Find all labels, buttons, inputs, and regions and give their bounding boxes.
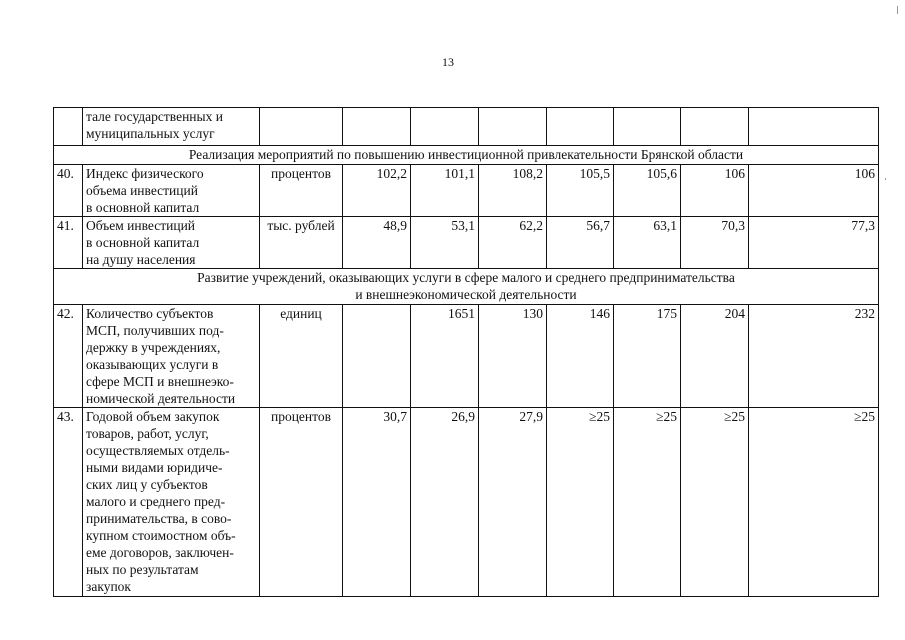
section-title <box>54 269 879 305</box>
indicator-name-line: ских лиц у субъектов <box>86 477 208 492</box>
row-number-cell: 41. <box>54 217 83 269</box>
indicator-name-line: Индекс физического <box>86 166 204 181</box>
unit-cell: единиц <box>260 305 343 408</box>
row-number-cell: 40. <box>54 165 83 217</box>
value-cell <box>547 108 614 146</box>
value-cell: 106 <box>681 165 749 217</box>
value-cell: 70,3 <box>681 217 749 269</box>
value-cell: 106 <box>749 165 879 217</box>
value-cell <box>343 305 411 408</box>
indicator-name-cell <box>83 165 260 217</box>
indicator-name-cell <box>83 408 260 597</box>
indicator-name-line: закупок <box>86 579 131 594</box>
indicator-name-line: ных по результатам <box>86 562 199 577</box>
indicator-name-line: сфере МСП и внешнеэко- <box>86 374 234 389</box>
indicator-name-line: принимательства, в сово- <box>86 511 232 526</box>
value-cell: 62,2 <box>479 217 547 269</box>
scan-mark <box>885 178 886 180</box>
unit-cell: тыс. рублей <box>260 217 343 269</box>
indicator-name-line: на душу населения <box>86 252 196 267</box>
indicator-name-line: объема инвестиций <box>86 183 198 198</box>
indicator-name-line: Количество субъектов <box>86 306 214 321</box>
value-cell: 232 <box>749 305 879 408</box>
table-row <box>54 408 879 597</box>
indicator-name-cell <box>83 108 260 146</box>
indicator-name-line: осуществляемых отдель- <box>86 443 230 458</box>
value-cell: ≥25 <box>614 408 681 597</box>
row-number-cell: 42. <box>54 305 83 408</box>
row-number-cell: 43. <box>54 408 83 597</box>
value-cell: 53,1 <box>411 217 479 269</box>
indicator-name-line: Объем инвестиций <box>86 218 196 233</box>
value-cell: 63,1 <box>614 217 681 269</box>
section-title-line: и внешнеэкономической деятельности <box>355 287 577 302</box>
unit-cell: процентов <box>260 408 343 597</box>
indicator-name-line: купном стоимостном объ- <box>86 528 236 543</box>
unit-cell: процентов <box>260 165 343 217</box>
value-cell: 108,2 <box>479 165 547 217</box>
value-cell: 30,7 <box>343 408 411 597</box>
value-cell <box>749 108 879 146</box>
indicator-name-line: в основной капитал <box>86 200 200 215</box>
indicator-name-line: ными видами юридиче- <box>86 460 223 475</box>
unit-cell <box>260 108 343 146</box>
value-cell: 204 <box>681 305 749 408</box>
value-cell: 101,1 <box>411 165 479 217</box>
value-cell <box>343 108 411 146</box>
table-row <box>54 165 879 217</box>
value-cell: 26,9 <box>411 408 479 597</box>
value-cell: 1651 <box>411 305 479 408</box>
value-cell: 146 <box>547 305 614 408</box>
page-number: 13 <box>442 55 454 69</box>
value-cell: ≥25 <box>681 408 749 597</box>
indicator-name-line: еме договоров, заключен- <box>86 545 234 560</box>
row-number-cell <box>54 108 83 146</box>
indicator-name-cell <box>83 305 260 408</box>
indicator-name-line: в основной капитал <box>86 235 200 250</box>
value-cell: 102,2 <box>343 165 411 217</box>
table-row <box>54 305 879 408</box>
value-cell: 27,9 <box>479 408 547 597</box>
indicator-name-line: малого и среднего пред- <box>86 494 226 509</box>
value-cell: 56,7 <box>547 217 614 269</box>
value-cell: 105,6 <box>614 165 681 217</box>
section-header-row <box>54 269 879 305</box>
value-cell: ≥25 <box>749 408 879 597</box>
value-cell: 77,3 <box>749 217 879 269</box>
value-cell <box>681 108 749 146</box>
value-cell: 105,5 <box>547 165 614 217</box>
section-header-row <box>54 146 879 165</box>
indicator-name-line: МСП, получивших под- <box>86 323 224 338</box>
value-cell: 130 <box>479 305 547 408</box>
indicator-name-line: муниципальных услуг <box>86 126 215 141</box>
indicator-name-line: Годовой объем закупок <box>86 409 220 424</box>
value-cell <box>614 108 681 146</box>
indicator-name-line: товаров, работ, услуг, <box>86 426 209 441</box>
section-title-line: Развитие учреждений, оказывающих услуги в сфере малого и среднего предпринимательства <box>197 270 735 285</box>
table-row <box>54 217 879 269</box>
section-title: Реализация мероприятий по повышению инвестиционной привлекательности Брянской области <box>54 146 879 165</box>
value-cell: 175 <box>614 305 681 408</box>
table-row-continued <box>54 108 879 146</box>
indicator-name-line: тале государственных и <box>86 109 223 124</box>
value-cell: ≥25 <box>547 408 614 597</box>
scan-mark <box>897 6 898 14</box>
indicator-name-cell <box>83 217 260 269</box>
indicator-name-line: оказывающих услуги в <box>86 357 219 372</box>
indicator-name-line: номической деятельности <box>86 391 236 406</box>
indicator-table <box>53 107 879 597</box>
value-cell <box>411 108 479 146</box>
indicator-name-line: держку в учреждениях, <box>86 340 221 355</box>
value-cell: 48,9 <box>343 217 411 269</box>
value-cell <box>479 108 547 146</box>
